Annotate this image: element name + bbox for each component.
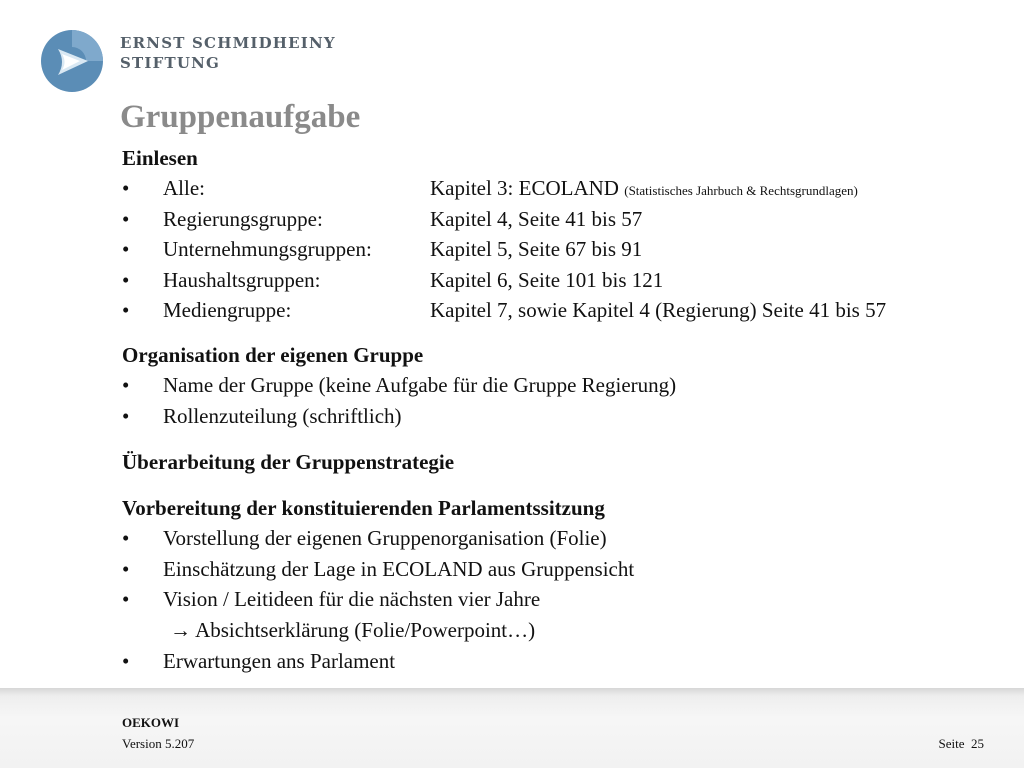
- slide-title: Gruppenaufgabe: [120, 99, 361, 135]
- reading-group-label: Regierungsgruppe:: [163, 206, 323, 231]
- list-item: [122, 554, 1012, 585]
- reading-assignment: Kapitel 4, Seite 41 bis 57: [430, 206, 643, 231]
- reading-assignment: [430, 173, 858, 207]
- footer-page-number: [939, 736, 985, 752]
- list-item: [122, 401, 1012, 432]
- spacer: [122, 431, 1012, 447]
- bullet: •: [122, 648, 130, 673]
- bullet: •: [122, 556, 130, 581]
- reading-group-label: Unternehmungsgruppen:: [163, 237, 372, 262]
- brand-line-2: STIFTUNG: [120, 54, 221, 72]
- bullet: •: [122, 267, 130, 292]
- section-heading-einlesen: Einlesen: [122, 146, 198, 170]
- reading-row: [122, 173, 1012, 204]
- spacer: [122, 326, 1012, 340]
- reading-assignment: Kapitel 6, Seite 101 bis 121: [430, 267, 664, 292]
- reading-row: [122, 265, 1012, 296]
- bullet: •: [122, 206, 130, 231]
- list-item-text: Name der Gruppe (keine Aufgabe für die Gruppe Regierung): [163, 372, 677, 397]
- bullet: •: [122, 372, 130, 397]
- list-item: [122, 370, 1012, 401]
- list-item: [122, 646, 1012, 677]
- bullet: •: [122, 587, 130, 612]
- reading-row: [122, 234, 1012, 265]
- spacer: [122, 477, 1012, 493]
- subline-text: → Absichtserklärung (Folie/Powerpoint…): [170, 617, 536, 642]
- reading-chapter: Kapitel 3: ECOLAND: [430, 176, 619, 200]
- brand-line-1: ERNST SCHMIDHEINY: [120, 34, 336, 52]
- bullet: •: [122, 237, 130, 262]
- bullet: •: [122, 298, 130, 323]
- list-subline: [122, 615, 1012, 646]
- reading-row: [122, 204, 1012, 235]
- reading-group-label: Mediengruppe:: [163, 298, 292, 323]
- section-heading-organisation: Organisation der eigenen Gruppe: [122, 342, 424, 367]
- reading-group-label: Haushaltsgruppen:: [163, 267, 321, 292]
- brand-name: [120, 33, 336, 73]
- section-heading-vorbereitung: Vorbereitung der konstituierenden Parlamentssitzung: [122, 496, 605, 521]
- list-item-text: Vorstellung der eigenen Gruppenorganisation (Folie): [163, 526, 607, 551]
- reading-group-label: Alle:: [163, 176, 205, 200]
- bullet: •: [122, 526, 130, 551]
- bullet: •: [122, 403, 130, 428]
- footer-version: Version 5.207: [122, 736, 195, 751]
- list-item: [122, 584, 1012, 615]
- footer-organization: OEKOWI: [122, 715, 180, 730]
- bullet: •: [122, 176, 130, 200]
- list-item-text: Einschätzung der Lage in ECOLAND aus Gruppensicht: [163, 556, 635, 581]
- page-label: Seite: [938, 736, 965, 751]
- page-number: 25: [971, 736, 984, 751]
- slide-content: [122, 143, 1012, 676]
- list-item-text: Erwartungen ans Parlament: [163, 648, 396, 673]
- section-heading-ueberarbeitung: Überarbeitung der Gruppenstrategie: [122, 450, 455, 475]
- esf-logo-icon: [40, 29, 104, 93]
- list-item-text: Rollenzuteilung (schriftlich): [163, 403, 402, 428]
- reading-assignment: Kapitel 5, Seite 67 bis 91: [430, 237, 643, 262]
- list-item-text: Vision / Leitideen für die nächsten vier Jahre: [163, 587, 541, 612]
- reading-row: [122, 295, 1012, 326]
- reading-assignment: Kapitel 7, sowie Kapitel 4 (Regierung) Seite 41 bis 57: [430, 298, 887, 323]
- list-item: [122, 523, 1012, 554]
- reading-note: (Statistisches Jahrbuch & Rechtsgrundlagen): [624, 183, 858, 198]
